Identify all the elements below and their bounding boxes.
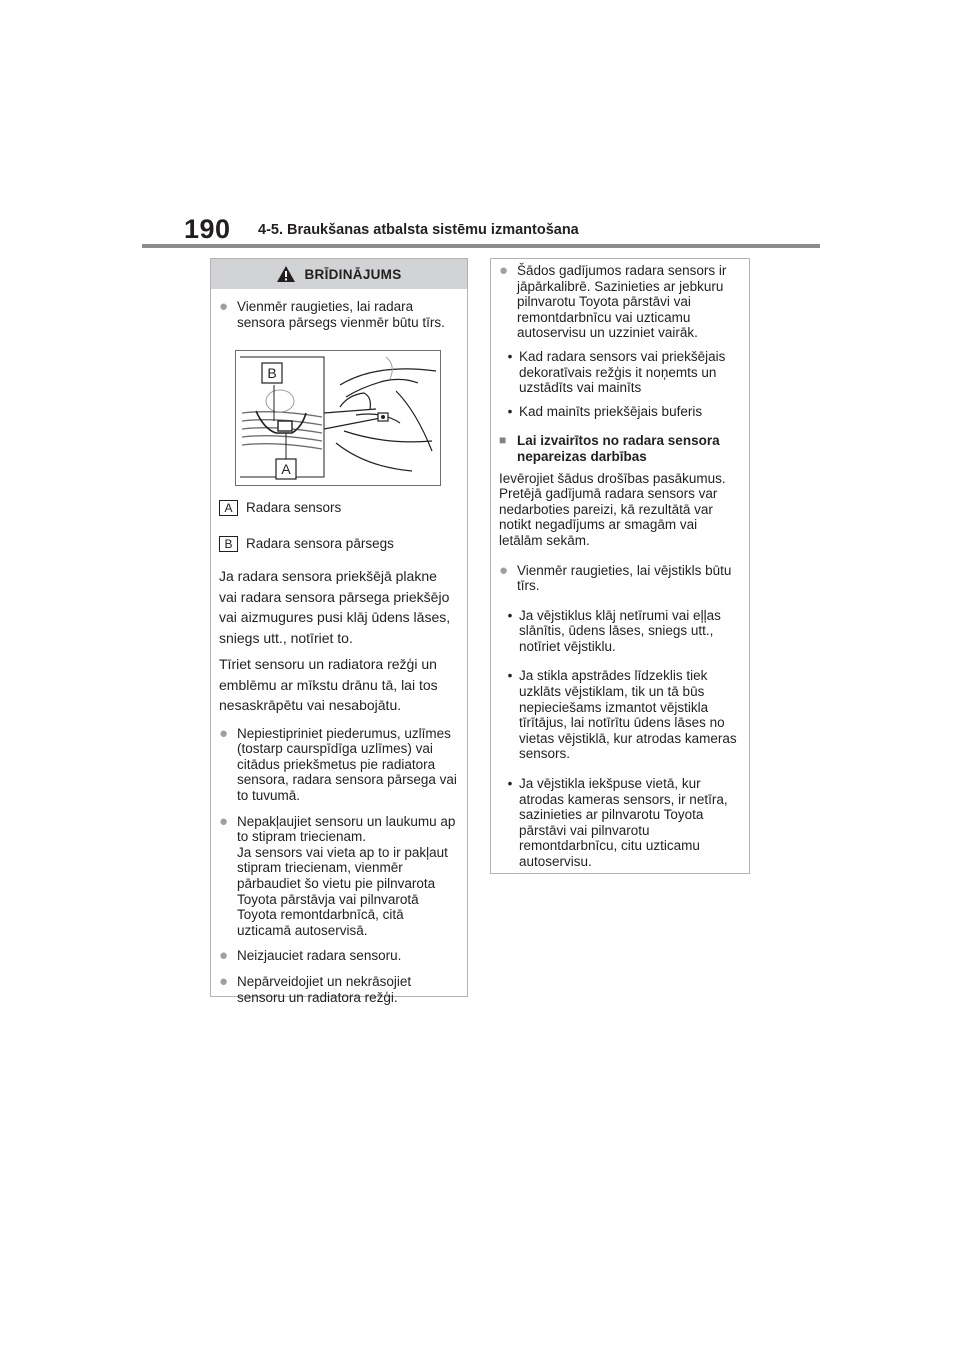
figure-label-b: B bbox=[267, 365, 277, 382]
page-number: 190 bbox=[184, 214, 231, 244]
legend-label: B bbox=[219, 536, 238, 552]
warning-bullet: ● Nepārveidojiet un nekrāsojiet sensoru un radiatora režģi. bbox=[219, 973, 412, 1005]
warning-bullet: ● Nepiestipriniet piederumus, uzlīmes (tostarp caurspīdīga uzlīmes) vai citādus priekšmetus pie radiatora sensora, radara sensora pārsega vai to tuvumā. bbox=[219, 724, 457, 804]
sub-item: • Ja stikla apstrādes līdzeklis tiek uzklāts vējstiklam, tik un tā būs nepieciešams izmantot vējstikla tīrītājus, lai notīrītu ūdens lāses no vietas vējstiklā, kur atrodas kameras sensors. bbox=[507, 668, 737, 762]
info-bullet: ● Vienmēr raugieties, lai vējstikls būtu tīrs. bbox=[499, 561, 732, 594]
warning-header bbox=[211, 259, 467, 289]
section-square-icon: ■ bbox=[499, 433, 507, 448]
warning-triangle-icon bbox=[276, 265, 296, 283]
section-paragraph: Ievērojiet šādus drošības pasākumus. Pretējā gadījumā radara sensors var nedarboties pareizi, kā rezultātā var notikt negadījums ar smagām vai letālām sekām. bbox=[499, 470, 726, 548]
radar-sensor-figure bbox=[235, 350, 441, 486]
warning-paragraph: Tīriet sensoru un radiatora režģi un emblēmu ar mīkstu drānu tā, lai tos nesaskrāpētu vai nesabojātu. bbox=[219, 656, 438, 714]
info-bullet: ● Šādos gadījumos radara sensors ir jāpārkalibrē. Sazinieties ar jebkuru pilnvarotu Toyota pārstāvi vai remontdarbnīcu vai uzticamu autoservisu un uzziniet vairāk. bbox=[499, 262, 727, 341]
legend-item: B Radara sensora pārsegs bbox=[219, 536, 457, 552]
chapter-title: 4-5. Braukšanas atbalsta sistēmu izmantošana bbox=[258, 222, 579, 238]
warning-bullet: ● Vienmēr raugieties, lai radara sensora pārsegs vienmēr būtu tīrs. bbox=[219, 298, 445, 330]
warning-bullet: ● Neizjauciet radara sensoru. bbox=[219, 947, 402, 965]
bullet-dot-icon: ● bbox=[499, 561, 509, 579]
sub-item: • Ja vējstiklus klāj netīrumi vai eļļas slānītis, ūdens lāses, sniegs utt., notīriet vējstiklu. bbox=[507, 607, 721, 654]
sub-item: • Kad radara sensors vai priekšējais dekoratīvais režģis it noņemts un uzstādīts vai mainīts bbox=[507, 348, 726, 396]
sub-item: • Ja vējstikla iekšpuse vietā, kur atrodas kameras sensors, ir netīra, sazinieties ar pilnvarotu Toyota pārstāvi vai pilnvarotu remontdarbnīcu, citu uzticamu autoservisu. bbox=[507, 776, 728, 869]
warning-paragraph: Ja radara sensora priekšējā plakne vai radara sensora pārsega priekšējo vai aizmugures pusi klāj ūdens lāses, sniegs utt., notīriet to. bbox=[219, 568, 451, 646]
warning-bullet: ● Nepakļaujiet sensoru un laukumu ap to stipram triecienam. Ja sensors vai vieta ap to ir pakļaut stipram triecienam, vienmēr pārbaudiet šo vietu pie pilnvarota Toyota pārstāvja vai pilnvarotā Toyota remontdarbnīcā, citā uzticamā autoservisā. bbox=[219, 812, 456, 938]
bullet-dot-icon: ● bbox=[219, 298, 229, 315]
bullet-dot-icon: ● bbox=[219, 812, 229, 830]
bullet-dot-icon: ● bbox=[499, 262, 509, 279]
bullet-dot-icon: ● bbox=[219, 724, 229, 742]
warning-box bbox=[210, 258, 468, 1005]
header-rule bbox=[142, 244, 820, 248]
bullet-dot-icon: ● bbox=[219, 973, 229, 990]
figure-label-a: A bbox=[281, 461, 291, 478]
car-front-illustration bbox=[236, 351, 440, 485]
legend-label: A bbox=[219, 500, 238, 516]
bullet-dot-icon: ● bbox=[219, 947, 229, 965]
legend-item: A Radara sensors bbox=[219, 500, 457, 516]
warning-title: BRĪDINĀJUMS bbox=[304, 266, 402, 282]
sub-item: • Kad mainīts priekšējais buferis bbox=[507, 403, 703, 419]
section-heading: ■ Lai izvairītos no radara sensora nepareizas darbības bbox=[499, 433, 720, 464]
continued-warning-box bbox=[490, 258, 750, 874]
